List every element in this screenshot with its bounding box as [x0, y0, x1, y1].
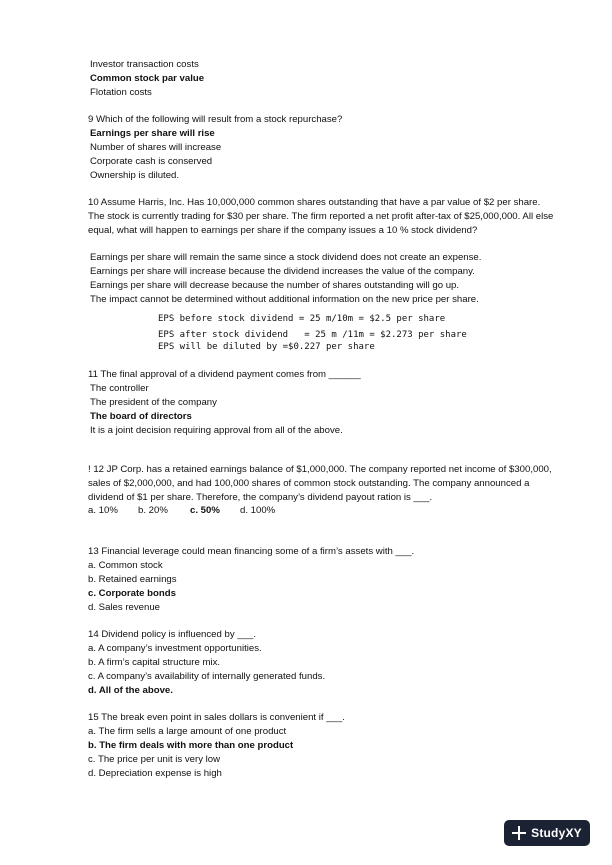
q14-option-d-correct: d. All of the above.: [88, 685, 173, 696]
q11-option-d: It is a joint decision requiring approval from all of the above.: [90, 425, 343, 436]
q13-option-c-correct: c. Corporate bonds: [88, 588, 176, 599]
studyxy-logo[interactable]: [504, 820, 590, 846]
q9-option-b: Number of shares will increase: [90, 142, 222, 153]
q9-option-c: Corporate cash is conserved: [90, 156, 213, 167]
q10-option-d: The impact cannot be determined without additional information on the new price per share.: [90, 294, 479, 305]
q15-option-d: d. Depreciation expense is high: [88, 768, 222, 779]
q11-option-c-correct: The board of directors: [90, 411, 192, 422]
q15-option-c: c. The price per unit is very low: [88, 754, 221, 765]
q11-question: 11 The final approval of a dividend payment comes from ______: [88, 369, 361, 380]
q14-option-c: c. A company’s availability of internally generated funds.: [88, 671, 326, 682]
q12-option-b: b. 20%: [138, 505, 168, 516]
q12-option-d: d. 100%: [240, 505, 276, 516]
plus-icon: [512, 826, 526, 840]
q9-option-d: Ownership is diluted.: [90, 170, 180, 181]
q13-option-b: b. Retained earnings: [88, 574, 177, 585]
q10-option-c: Earnings per share will decrease because the number of shares outstanding will go up.: [90, 280, 460, 291]
q10-work-line-1: EPS before stock dividend = 25 m/10m = $2.5 per share: [158, 314, 446, 324]
q12-question: ! 12 JP Corp. has a retained earnings balance of $1,000,000. The company reported net income of $300,000, sales of $2,000,000, and had 100,000 shares of common stock outstanding. The company announced a dividend of $1 per share. Therefore, the company’s dividend payout ration is ___.: [88, 464, 552, 503]
q14-option-b: b. A firm’s capital structure mix.: [88, 657, 221, 668]
q10-option-b: Earnings per share will increase because the dividend increases the value of the company.: [90, 266, 475, 277]
q15-option-b-correct: b. The firm deals with more than one product: [88, 740, 294, 751]
q10-work-line-2: EPS after stock dividend = 25 m /11m = $2.273 per share: [158, 330, 467, 340]
q13-option-a: a. Common stock: [88, 560, 163, 571]
q8-option-c: Flotation costs: [90, 87, 152, 98]
q8-option-a: Investor transaction costs: [90, 59, 199, 70]
q10-work-line-3: EPS will be diluted by =$0.227 per share: [158, 342, 375, 352]
q11-option-a: The controller: [90, 383, 149, 394]
q13-question: 13 Financial leverage could mean financing some of a firm’s assets with ___.: [88, 546, 415, 557]
q8-option-b-correct: Common stock par value: [90, 73, 205, 84]
q11-option-b: The president of the company: [90, 397, 217, 408]
logo-text: StudyXY: [531, 826, 582, 840]
q12-option-c-correct: c. 50%: [190, 505, 220, 516]
q15-question: 15 The break even point in sales dollars is convenient if ___.: [88, 712, 345, 723]
q12-option-a: a. 10%: [88, 505, 118, 516]
q14-question: 14 Dividend policy is influenced by ___.: [88, 629, 256, 640]
q15-option-a: a. The firm sells a large amount of one product: [88, 726, 287, 737]
q13-option-d: d. Sales revenue: [88, 602, 160, 613]
q10-question: 10 Assume Harris, Inc. Has 10,000,000 common shares outstanding that have a par value of $2 per share. The stock is currently trading for $30 per share. The firm reported a net profit after-tax of $25,000,000. All else equal, what will happen to earnings per share if the company issues a 10 % stock dividend?: [88, 197, 554, 236]
q10-option-a: Earnings per share will remain the same since a stock dividend does not create an expense.: [90, 252, 482, 263]
q9-question: 9 Which of the following will result from a stock repurchase?: [88, 114, 343, 125]
q9-option-a-correct: Earnings per share will rise: [90, 128, 215, 139]
q14-option-a: a. A company’s investment opportunities.: [88, 643, 262, 654]
